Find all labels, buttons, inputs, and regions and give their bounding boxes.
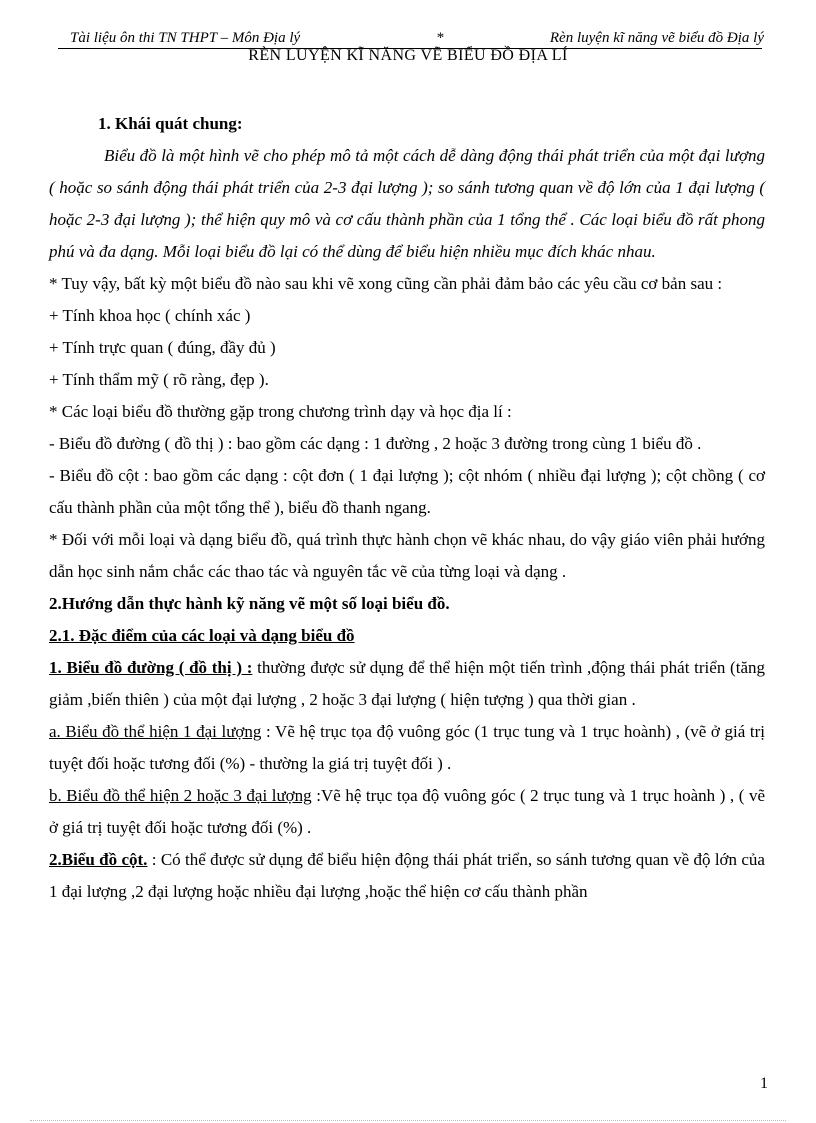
section1-heading: 1. Khái quát chung: [98,114,243,133]
line-chart-text: thường được sử dụng để thể hiện một tiến trình ,động thái phát triển (tăng giảm ,biến thiên ) của một đại lượng , 2 hoặc 3 đại lượng ( hiện tượng ) qua thời gian . [49,658,765,709]
requirement-item: + Tính thẩm mỹ ( rõ ràng, đẹp ). [49,370,269,389]
bar-chart-text: : Có thể được sử dụng để biểu hiện động thái phát triển, so sánh tương quan về độ lớn của 1 đại lượng ,2 đại lượng hoặc nhiều đại lượng ,hoặc thể hiện cơ cấu thành phần [49,850,765,901]
requirement-item: + Tính trực quan ( đúng, đầy đủ ) [49,338,276,357]
item-a-label: a. Biểu đồ thể hiện 1 đại lượng [49,722,262,741]
note-paragraph: * Đối với mỗi loại và dạng biểu đồ, quá trình thực hành chọn vẽ khác nhau, do vậy giáo viên phải hướng dẫn học sinh nắm chắc các thao tác và nguyên tắc vẽ của từng loại và dạng . [49,530,765,581]
requirements-intro: * Tuy vậy, bất kỳ một biểu đồ nào sau khi vẽ xong cũng cần phải đảm bảo các yêu cầu cơ bản sau : [49,274,723,293]
item-b-paragraph [49,780,765,844]
section2-heading: 2.Hướng dẫn thực hành kỹ năng vẽ một số loại biểu đồ. [49,594,450,613]
header-left-text: Tài liệu ôn thi TN THPT – Môn Địa lý [70,30,301,46]
bar-chart-label: 2.Biểu đồ cột. [49,850,148,869]
document-title: RÈN LUYỆN KĨ NĂNG VẼ BIỂU ĐỒ ĐỊA LÍ [248,47,568,64]
chart-types-intro: * Các loại biểu đồ thường gặp trong chương trình dạy và học địa lí : [49,402,512,421]
chart-type-line: - Biểu đồ đường ( đồ thị ) : bao gồm các dạng : 1 đường , 2 hoặc 3 đường trong cùng 1 biểu đồ . [49,434,702,453]
line-chart-paragraph [49,652,765,716]
item-a-text: : Vẽ hệ trục tọa độ vuông góc (1 trục tung và 1 trục hoành) , (vẽ ở giá trị tuyệt đối hoặc tương đối (%) - thường la giá trị tuyệt đối ) . [49,722,765,773]
header-center-text: * [436,30,444,46]
page-bottom-divider [30,1120,786,1121]
chart-type-bar: - Biểu đồ cột : bao gồm các dạng : cột đơn ( 1 đại lượng ); cột nhóm ( nhiều đại lượng ); cột chồng ( cơ cấu thành phần của một tổng thể ), biểu đồ thanh ngang. [49,466,765,517]
header-right-text: Rèn luyện kĩ năng vẽ biểu đồ Địa lý [549,30,764,46]
line-chart-label: 1. Biểu đồ đường ( đồ thị ) : [49,658,253,677]
item-b-label: b. Biểu đồ thể hiện 2 hoặc 3 đại lượng [49,786,312,805]
subsection-heading: 2.1. Đặc điểm của các loại và dạng biểu đồ [49,626,355,645]
item-b-text: :Vẽ hệ trục tọa độ vuông góc ( 2 trục tung và 1 trục hoành ) , ( vẽ ở giá trị tuyệt đối hoặc tương đối (%) . [49,786,765,837]
bar-chart-paragraph [49,844,765,908]
page-number: 1 [760,1075,768,1092]
requirement-item: + Tính khoa học ( chính xác ) [49,306,251,325]
document-body [49,108,765,908]
item-a-paragraph [49,716,765,780]
intro-paragraph: Biểu đồ là một hình vẽ cho phép mô tả một cách dễ dàng động thái phát triển của một đại lượng ( hoặc so sánh động thái phát triển của 2-3 đại lượng ); so sánh tương quan về độ lớn của 1 đại lượng ( hoặc 2-3 đại lượng ); thể hiện quy mô và cơ cấu thành phần của 1 tổng thể . Các loại biểu đồ rất phong phú và đa dạng. Mỗi loại biểu đồ lại có thể dùng để biểu hiện nhiều mục đích khác nhau. [49,146,765,261]
